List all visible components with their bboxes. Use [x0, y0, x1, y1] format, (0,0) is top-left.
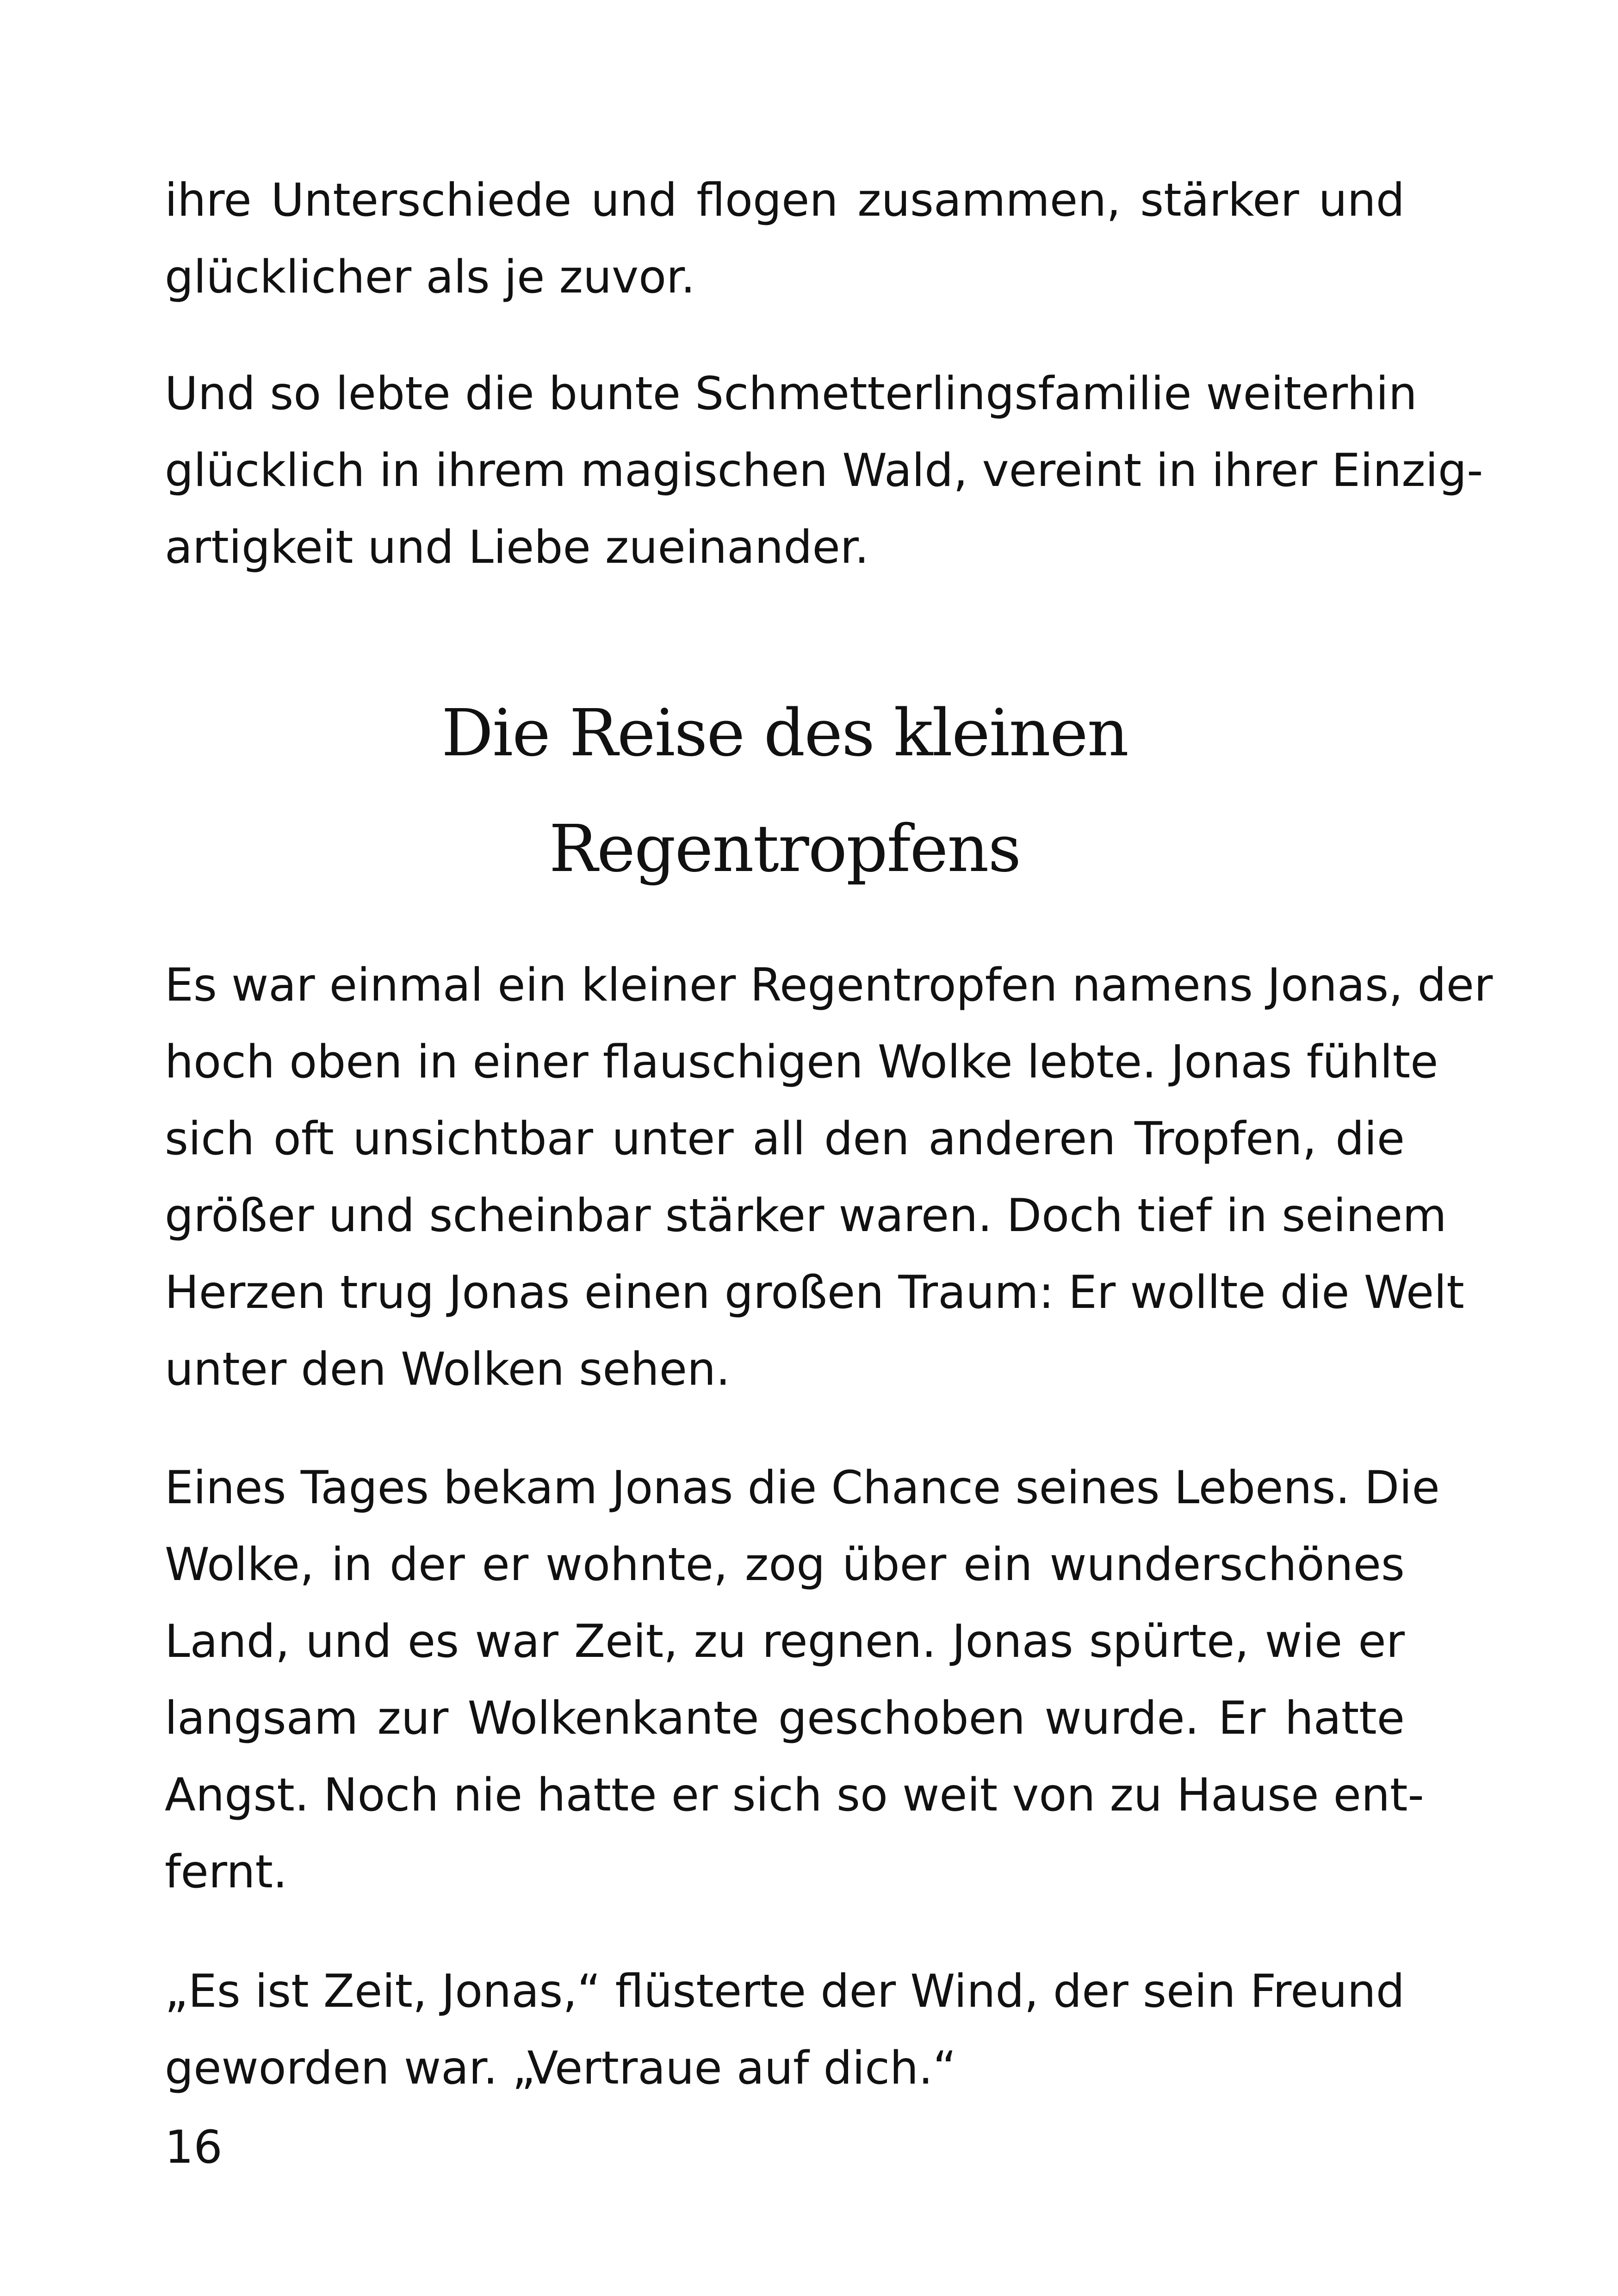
paragraph-continuation — [165, 162, 1405, 316]
text-line: „Es ist Zeit, Jonas,“ flüsterte der Wind, der sein Freund — [165, 1965, 1405, 2018]
text-line: unter den Wolken sehen. — [165, 1343, 731, 1396]
text-line: sich oft unsichtbar unter all den anderen Tropfen, die — [165, 1113, 1405, 1165]
page-number: 16 — [165, 2121, 223, 2174]
text-line: größer und scheinbar stärker waren. Doch tief in seinem — [165, 1189, 1447, 1242]
paragraph-closing — [165, 355, 1483, 586]
story-title — [165, 676, 1405, 907]
text-line: Es war einmal ein kleiner Regentropfen namens Jonas, der — [165, 959, 1493, 1012]
text-line: fernt. — [165, 1846, 288, 1898]
text-line: Land, und es war Zeit, zu regnen. Jonas spürte, wie er — [165, 1615, 1405, 1668]
text-line: artigkeit und Liebe zueinander. — [165, 521, 869, 574]
text-line: geworden war. „Vertraue auf dich.“ — [165, 2042, 957, 2095]
text-line: ihre Unterschiede und flogen zusammen, stärker und — [165, 174, 1405, 227]
text-line: Angst. Noch nie hatte er sich so weit von zu Hause ent- — [165, 1769, 1424, 1822]
paragraph-dialogue — [165, 1953, 1405, 2107]
text-line: Herzen trug Jonas einen großen Traum: Er wollte die Welt — [165, 1266, 1464, 1319]
text-line: hoch oben in einer flauschigen Wolke lebte. Jonas fühlte — [165, 1036, 1438, 1089]
story-title-line-1: Die Reise des kleinen — [441, 696, 1128, 771]
text-line: Wolke, in der er wohnte, zog über ein wunderschönes — [165, 1538, 1405, 1591]
text-line: langsam zur Wolkenkante geschoben wurde. Er hatte — [165, 1692, 1405, 1745]
text-line: Und so lebte die bunte Schmetterlingsfamilie weiterhin — [165, 367, 1417, 420]
paragraph-chance — [165, 1450, 1440, 1910]
story-title-line-2: Regentropfens — [549, 811, 1021, 887]
text-line: glücklich in ihrem magischen Wald, vereint in ihrer Einzig- — [165, 444, 1483, 497]
paragraph-intro — [165, 947, 1493, 1408]
text-line: glücklicher als je zuvor. — [165, 251, 695, 304]
text-line: Eines Tages bekam Jonas die Chance seines Lebens. Die — [165, 1462, 1440, 1514]
